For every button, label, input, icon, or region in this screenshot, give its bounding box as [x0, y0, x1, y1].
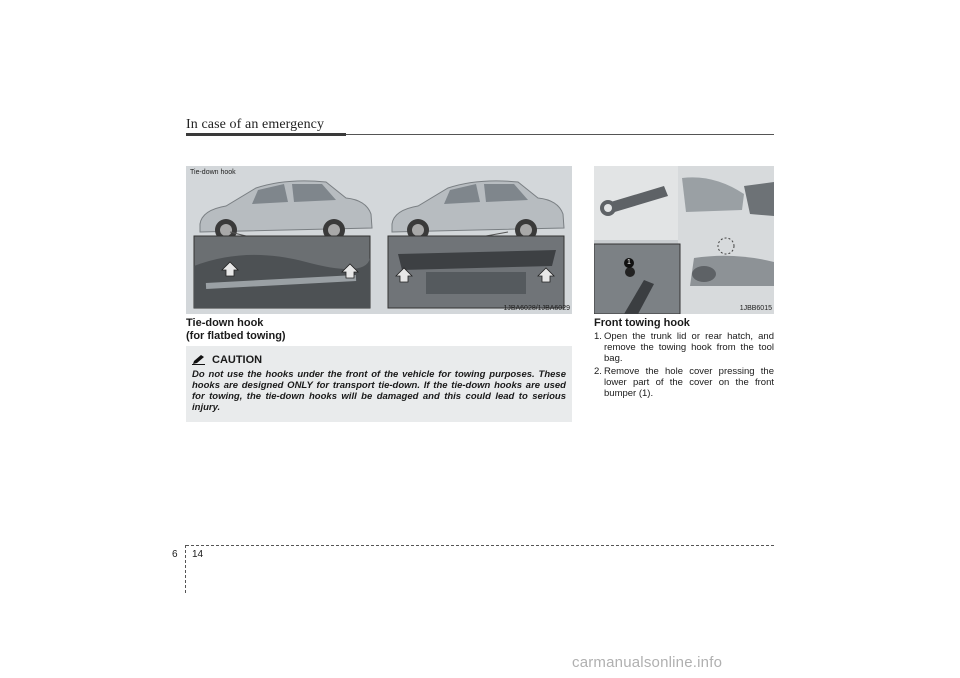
- tie-down-hook-heading: [186, 317, 286, 343]
- front-towing-hook-illustration: [594, 166, 774, 314]
- footer-rule: [186, 545, 774, 546]
- step-number: 1.: [594, 331, 602, 342]
- chapter-number: 6: [172, 549, 178, 560]
- caution-header: [192, 354, 262, 366]
- header-bar: [186, 133, 346, 136]
- caution-pencil-icon: [192, 355, 206, 365]
- heading-line-2: (for flatbed towing): [186, 330, 286, 342]
- step-item: [594, 331, 776, 364]
- towing-steps-list: [594, 331, 776, 399]
- hole-cover-photo: [594, 244, 680, 314]
- caution-text: Do not use the hooks under the front of the vehicle for towing purposes. These hooks are designed ONLY for transport tie-down. If the tie-down hooks are used for towing, the tie-down hooks will be damaged and this could lead to serious injury.: [192, 369, 566, 413]
- step-item: [594, 366, 776, 399]
- underbody-photo-left: [194, 236, 370, 308]
- caution-title: CAUTION: [212, 354, 263, 366]
- tie-down-hook-illustration: [186, 166, 572, 314]
- footer-divider: [185, 545, 186, 593]
- page-header-title: In case of an emergency: [186, 117, 325, 132]
- page-number: 14: [192, 549, 204, 560]
- caution-box: [186, 346, 572, 422]
- header-rule: [346, 134, 774, 135]
- callout-number-badge: 1: [624, 258, 634, 268]
- tie-down-hook-figure: [186, 166, 572, 314]
- figure-code-left: 1JBA6028/1JBA6029: [503, 305, 570, 312]
- car-front-bumper-photo: [678, 166, 774, 314]
- heading-line-1: Tie-down hook: [186, 317, 264, 329]
- watermark-text: carmanualsonline.info: [572, 654, 723, 671]
- tie-down-hook-callout: Tie-down hook: [190, 169, 236, 176]
- underbody-photo-right: [388, 236, 564, 308]
- step-text: Open the trunk lid or rear hatch, and remove the towing hook from the tool bag.: [604, 331, 774, 364]
- figure-code-right: 1JBB6015: [739, 305, 772, 312]
- towing-hook-icon: [594, 166, 678, 240]
- front-towing-hook-heading: Front towing hook: [594, 317, 690, 329]
- front-towing-hook-figure: [594, 166, 774, 314]
- step-text: Remove the hole cover pressing the lower part of the cover on the front bumper (1).: [604, 366, 774, 399]
- step-number: 2.: [594, 366, 602, 377]
